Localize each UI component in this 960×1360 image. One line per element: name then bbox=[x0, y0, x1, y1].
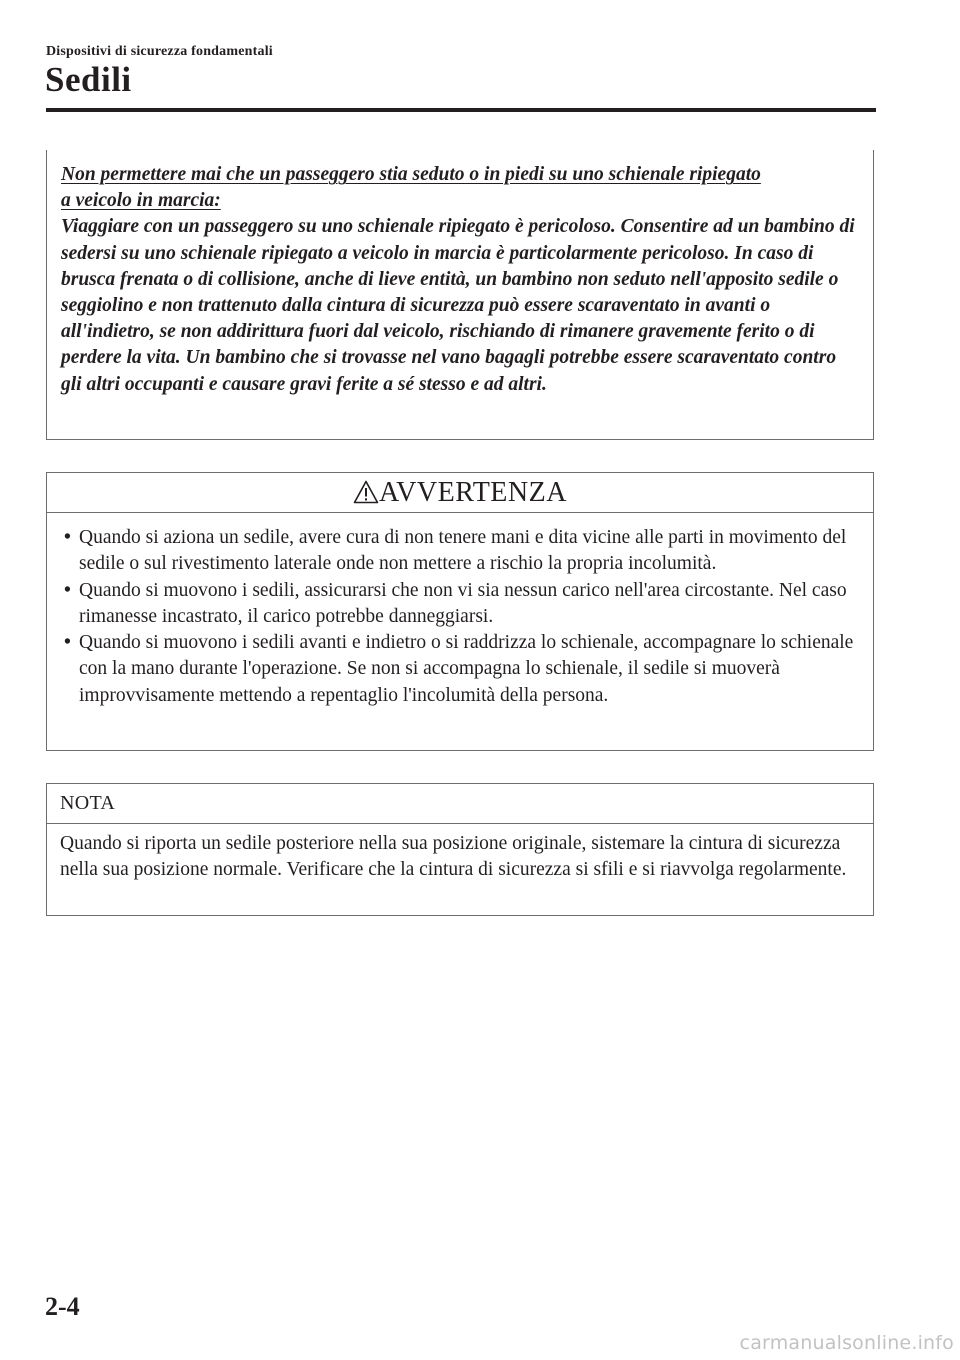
heading-line-1: Non permettere mai che un passeggero stia seduto o in piedi su uno schienale ripiegato bbox=[61, 164, 761, 185]
note-text: Quando si riporta un sedile posteriore nella sua posizione originale, sistemare la cintura di sicurezza nella sua posizione normale. Verificare che la cintura di sicurezza si sfili e si riavvolga regolarmente. bbox=[60, 833, 847, 881]
bullet: • bbox=[64, 527, 71, 548]
continued-warning-content bbox=[61, 162, 861, 398]
page-number: 2-4 bbox=[45, 1292, 80, 1321]
title-rule bbox=[46, 108, 876, 112]
note-title: NOTA bbox=[60, 792, 116, 814]
warning-triangle-icon bbox=[353, 480, 379, 509]
bullet: • bbox=[64, 579, 71, 601]
list-item-text: Quando si muovono i sedili avanti e indietro o si raddrizza lo schienale, accompagnare lo schienale con la mano durante l'operazione. Se non si accompagna lo schienale, il sedile si muoverà improvvisamente mettendo a repentaglio l'incolumità della persona. bbox=[79, 632, 854, 706]
continued-warning-heading bbox=[61, 162, 861, 214]
note-box bbox=[46, 783, 874, 916]
section-label: Dispositivi di sicurezza fondamentali bbox=[46, 44, 273, 59]
bullet: • bbox=[64, 632, 71, 654]
page-title: Sedili bbox=[45, 60, 132, 99]
warning-box bbox=[46, 472, 874, 751]
heading-line-2: a veicolo in marcia: bbox=[61, 190, 221, 212]
list-item-text: Quando si muovono i sedili, assicurarsi che non vi sia nessun carico nell'area circostante. Nel caso rimanesse incastrato, il carico potrebbe danneggiarsi. bbox=[79, 579, 847, 627]
list-item bbox=[61, 525, 867, 578]
warning-header bbox=[47, 473, 873, 513]
watermark: carmanualsonline.info bbox=[739, 1332, 954, 1354]
continued-warning-box bbox=[46, 150, 874, 440]
note-header bbox=[47, 784, 873, 824]
list-item-text: Quando si aziona un sedile, avere cura di non tenere mani e dita vicine alle parti in movimento del sedile o sul rivestimento laterale onde non mettere a rischio la propria incolumità. bbox=[79, 527, 847, 575]
list-item bbox=[61, 578, 867, 631]
warning-list bbox=[61, 525, 867, 709]
warning-title: AVVERTENZA bbox=[379, 477, 567, 508]
continued-warning-body: Viaggiare con un passeggero su uno schienale ripiegato è pericoloso. Consentire ad un bambino di sedersi su uno schienale ripiegato a veicolo in marcia è particolarmente pericoloso. In caso di brusca frenata o di collisione, anche di lieve entità, un bambino non seduto nell'apposito sedile o seggiolino e non trattenuto dalla cintura di sicurezza può essere scaraventato in avanti o all'indietro, se non addirittura fuori dal veicolo, rischiando di rimanere gravemente ferito o di perdere la vita. Un bambino che si trovasse nel vano bagagli potrebbe essere scaraventato contro gli altri occupanti e causare gravi ferite a sé stesso e ad altri. bbox=[61, 216, 855, 395]
list-item bbox=[61, 630, 867, 709]
